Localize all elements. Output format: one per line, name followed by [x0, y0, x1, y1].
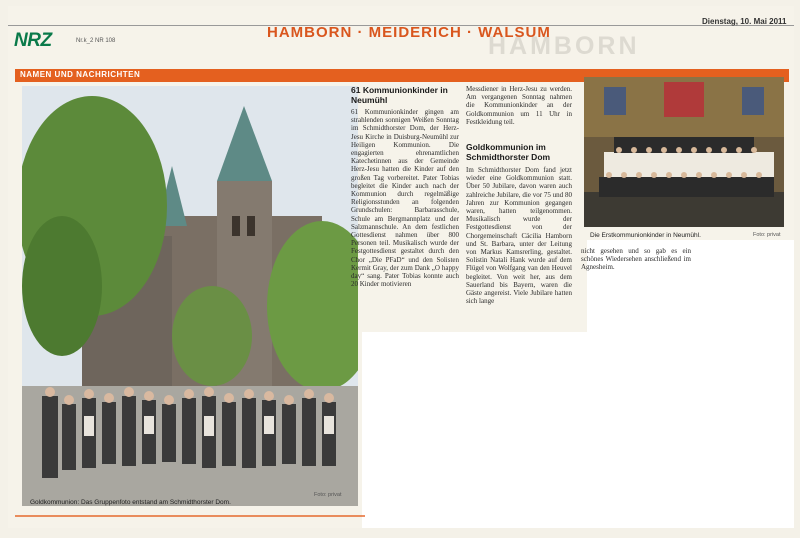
section-label: NAMEN UND NACHRICHTEN	[20, 70, 141, 79]
article2-tail-text: nicht gesehen und so gab es ein schönes Wiedersehen anschließend im Agnesheim.	[581, 247, 691, 272]
group-photo-church	[22, 86, 358, 506]
article1-body	[351, 108, 459, 330]
local-section-title: HAMBORN · MEIDERICH · WALSUM	[267, 24, 551, 41]
issue-number: Nr.k_2 NR 108	[76, 38, 116, 44]
article1-text: 61 Kommunionkinder gingen am strahlenden sonnigen Weißen Sonntag im Schmidthorster Dom, der Herz-Jesu Kirche in Duisburg-Neumühl zur Heiligen Kommunion. Die engagierten ehrenamtlichen Katechetinnen aus der Gemeinde Herz-Jesu hatten die Kinder auf den großen Tag vorbereitet. Pater Tobias begleitet die Kinder auch nach der Kommunion durch regelmäßige Religionsstunden an folgenden Grundschulen: Barbarasschule, Schule am Bergmannplatz und der Salzmannschule. An dem festlichen Gottesdienst nahmen über 800 Personen teil. Musikalisch wurde der Festgottesdienst gestaltet durch den Chor „Die PFaD“ und den Solisten Kermit Gray, der zum Dank „O happy day“ sang. Pater Tobias konnte auch 20 Kinder motivieren	[351, 108, 459, 289]
article2-body	[466, 166, 572, 330]
ghost-bleedthrough-text: HAMBORN	[488, 32, 640, 60]
article1-headline: 61 Kommunionkinder in Neumühl	[351, 85, 448, 105]
first-communion-photo	[584, 77, 784, 227]
newspaper-logo: NRZ	[14, 30, 52, 51]
article1-continued	[466, 85, 572, 135]
article2-headline: Goldkommunion im Schmidthorster Dom	[466, 142, 551, 162]
main-photo-caption: Goldkommunion: Das Gruppenfoto entstand am Schmidthorster Dom.	[30, 499, 231, 506]
publication-date: Dienstag, 10. Mai 2011	[702, 17, 787, 26]
article2-tail	[581, 247, 691, 279]
small-photo-credit: Foto: privat	[753, 232, 781, 238]
blank-area	[362, 332, 794, 528]
main-photo-credit: Foto: privat	[314, 492, 342, 498]
small-photo-caption: Die Erstkommunionkinder in Neumühl.	[590, 232, 701, 239]
article2-text: Im Schmidthorster Dom fand jetzt wieder eine Goldkommunion statt. Über 50 Jubilare, davon waren auch zahlreiche Jubilare, die vor 75 und 80 Jahren zur Kommunion gegangen waren, hatten teilgenommen. Musikalisch wurde der Festgottesdienst von der Chorgemeinschaft Cäcilia Hamborn und St. Barbara, unter der Leitung von Markus Kamsrerling, gestaltet. Solistin Natali Hank wurde auf dem Flügel von Wolfgang van den Heuvel begleitet. Von weit her, aus dem Sauerland bis Bayern, waren die Gäste angereist. Viele Jubilare hatten sich lange	[466, 166, 572, 306]
bottom-rule	[15, 515, 365, 517]
article1-continued-text: Messdiener in Herz-Jesu zu werden. Am vergangenen Sonntag nahmen die Kommunionkinder an der Goldkommunion um 11 Uhr in Festkleidung teil.	[466, 85, 572, 126]
